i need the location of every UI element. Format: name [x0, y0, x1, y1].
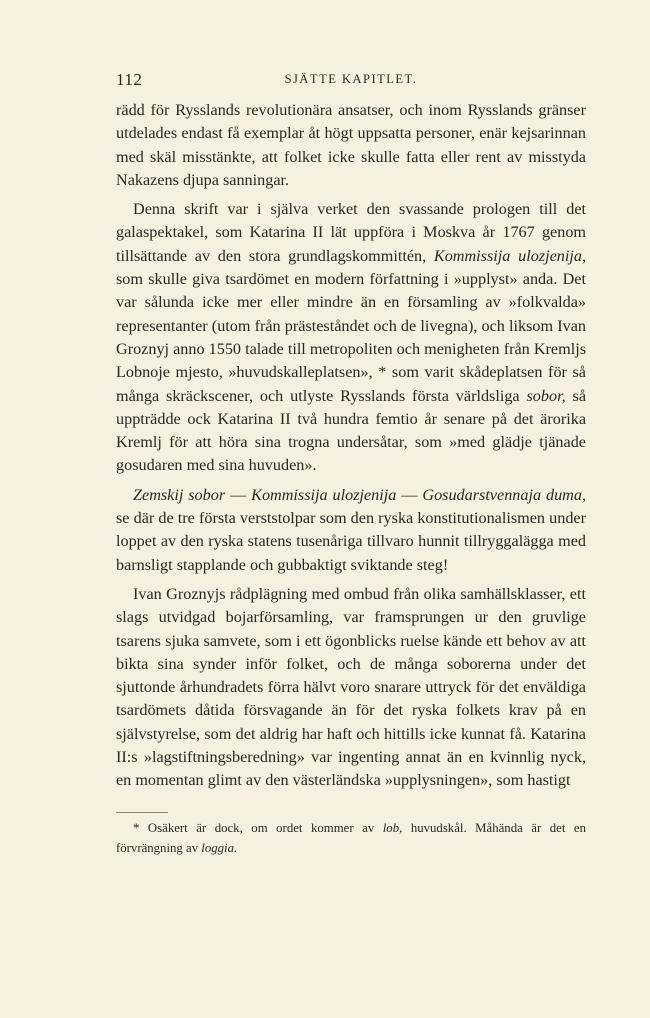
- paragraph: [116, 198, 586, 478]
- running-header: [116, 70, 586, 92]
- italic-run: lob,: [382, 821, 403, 835]
- paragraph: [116, 99, 586, 192]
- paragraph: [116, 583, 586, 793]
- italic-run: Kommissija ulozjenija: [251, 485, 397, 504]
- text-run: se där de tre första verststolpar som den ryska konstitutionalismen under loppet av den ryska statens tusenåriga tillvaro hunnit tillryggalägga med barnsligt stapplande och gubbaktigt sviktande steg!: [116, 509, 586, 574]
- italic-run: Zemskij sobor: [133, 485, 226, 504]
- text-run: Denna skrift var i själva verket den svassande prologen till det galaspektakel, som Katarina II lät uppföra i Moskva år 1767 genom tillsättande av den stora grundlagskommittén,: [116, 200, 586, 265]
- text-run: —: [396, 485, 423, 504]
- text-run: så uppträdde ock Katarina II två hundra femtio år senare på det ärorika Kremlj för att höra sina trogna undersåtar, som »med glädje tjänade gosudaren med sina huvuden».: [116, 386, 586, 475]
- italic-run: loggia.: [201, 841, 238, 855]
- text-run: Ivan Groznyjs rådplägning med ombud från olika samhällsklasser, ett slags utvidgad bojarförsamling, var framsprungen ur den gruvlige tsarens sjuka samvete, som i ett ögonblicks ruelse kände ett behov av att bikta sina synder inför folket, och de många soborerna under det sjuttonde århundradets förra hälvt voro snarare uttryck för det enväldiga tsardömets dåtida försvagande än för det ryska folkets krav på en självstyrelse, som det aldrig har haft och hittills icke kunnat få. Katarina II:s »lagstiftningsberedning» var ingenting annat än en kvinnlig nyck, en momentan glimt av den västerländska »upplysningen», som hastigt: [116, 584, 586, 790]
- chapter-title: SJÄTTE KAPITLET.: [284, 72, 418, 86]
- text-run: —: [225, 485, 252, 504]
- text-run: rädd för Rysslands revolutionära ansatser, och inom Rysslands gränser utdelades endast få exemplar åt högt uppsatta personer, enär kejsarinnan med skäl misstänkte, att folket icke skulle fatta eller rent av misstyda Nakazens djupa sanningar.: [116, 101, 586, 189]
- text-run: * Osäkert är dock, om ordet kommer av: [133, 821, 383, 835]
- italic-run: Gosudarstvennaja duma,: [422, 485, 587, 504]
- paragraph: [116, 484, 586, 577]
- italic-run: sobor,: [526, 386, 566, 405]
- italic-run: Kommissija ulozjenija,: [433, 246, 587, 265]
- body-text: [116, 99, 586, 793]
- text-run: huvudskål. Måhända är det en förvrängning av: [116, 821, 586, 855]
- footnote-rule: [116, 812, 168, 813]
- text-run: som skulle giva tsardömet en modern författning i »upplyst» anda. Det var sålunda icke mer eller mindre än en församling av »folkvalda» representanter (utom från prästeståndet och de livegna), och liksom Ivan Groznyj anno 1550 talade till metropoliten och menigheten från Kremljs Lobnoje mjesto, »huvudskalleplatsen», * som varit skådeplatsen för så många skräckscener, och utlyste Rysslands första världsliga: [116, 270, 586, 405]
- footnote: [116, 818, 586, 858]
- page-number: 112: [116, 70, 143, 89]
